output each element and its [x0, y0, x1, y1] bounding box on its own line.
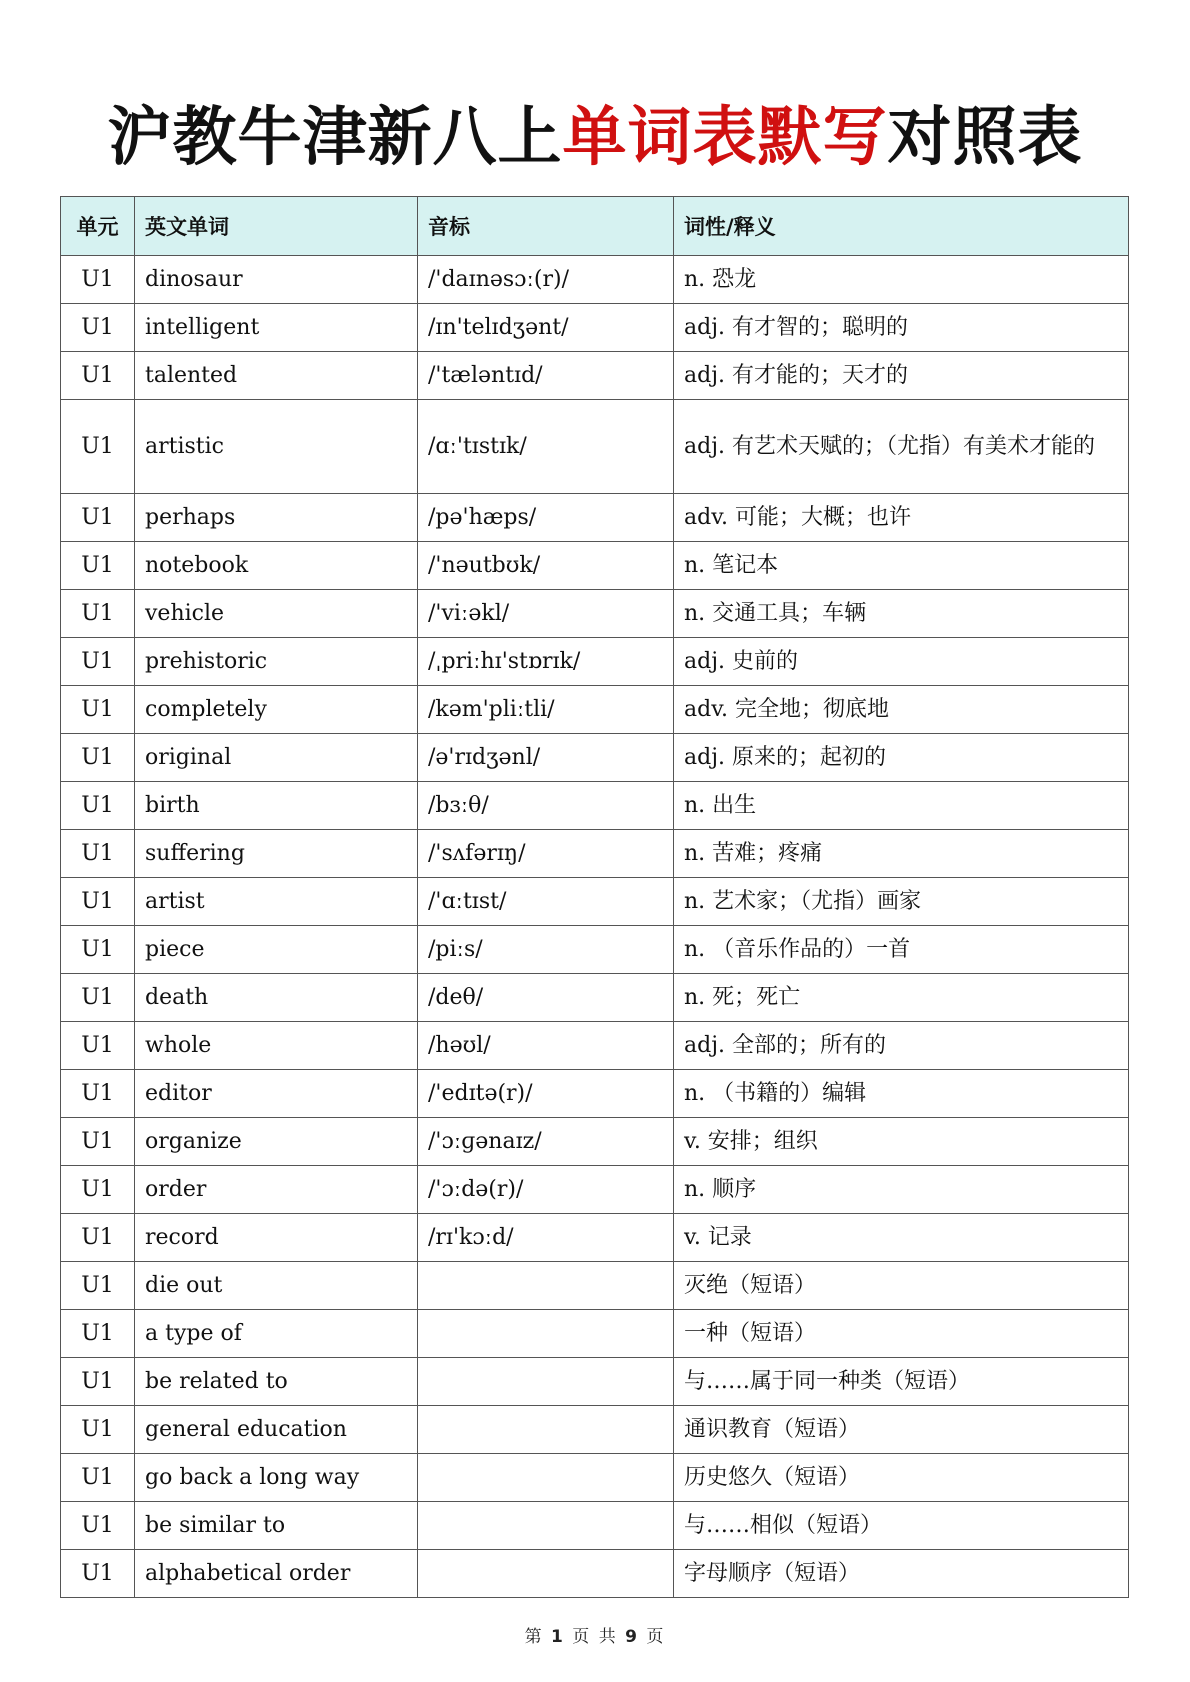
cell-unit: U1: [61, 1214, 135, 1262]
cell-phonetic: /ˌpriːhɪ'stɒrɪk/: [418, 638, 674, 686]
cell-phonetic: [418, 1358, 674, 1406]
table-row: [61, 400, 1129, 494]
cell-word: artistic: [135, 400, 418, 494]
cell-word: talented: [135, 352, 418, 400]
cell-meaning: 字母顺序（短语）: [674, 1550, 1129, 1598]
table-row: [61, 1550, 1129, 1598]
cell-phonetic: [418, 1262, 674, 1310]
table-row: [61, 256, 1129, 304]
cell-unit: U1: [61, 590, 135, 638]
cell-unit: U1: [61, 926, 135, 974]
cell-phonetic: [418, 1310, 674, 1358]
cell-unit: U1: [61, 256, 135, 304]
cell-unit: U1: [61, 782, 135, 830]
header-phonetic: 音标: [418, 197, 674, 256]
cell-phonetic: /deθ/: [418, 974, 674, 1022]
cell-meaning: n. 恐龙: [674, 256, 1129, 304]
table-row: [61, 1070, 1129, 1118]
cell-unit: U1: [61, 542, 135, 590]
cell-word: organize: [135, 1118, 418, 1166]
cell-phonetic: /'viːəkl/: [418, 590, 674, 638]
cell-phonetic: /'tæləntɪd/: [418, 352, 674, 400]
page-title: [0, 96, 1190, 180]
cell-phonetic: /ɪn'telɪdʒənt/: [418, 304, 674, 352]
cell-unit: U1: [61, 686, 135, 734]
footer-middle: 页 共: [572, 1627, 618, 1647]
cell-phonetic: /piːs/: [418, 926, 674, 974]
cell-meaning: 与……相似（短语）: [674, 1502, 1129, 1550]
footer-total-pages: 9: [625, 1627, 639, 1647]
cell-unit: U1: [61, 1550, 135, 1598]
cell-unit: U1: [61, 638, 135, 686]
cell-phonetic: /'ɑːtɪst/: [418, 878, 674, 926]
table-row: [61, 542, 1129, 590]
cell-unit: U1: [61, 400, 135, 494]
cell-phonetic: /kəm'pliːtli/: [418, 686, 674, 734]
cell-meaning: 通识教育（短语）: [674, 1406, 1129, 1454]
table-row: [61, 1262, 1129, 1310]
cell-word: be related to: [135, 1358, 418, 1406]
cell-phonetic: /ɑː'tɪstɪk/: [418, 400, 674, 494]
header-meaning: 词性/释义: [674, 197, 1129, 256]
cell-phonetic: /bɜːθ/: [418, 782, 674, 830]
table-row: [61, 1022, 1129, 1070]
cell-word: suffering: [135, 830, 418, 878]
cell-word: order: [135, 1166, 418, 1214]
cell-word: intelligent: [135, 304, 418, 352]
table-row: [61, 734, 1129, 782]
table-row: [61, 926, 1129, 974]
table-row: [61, 352, 1129, 400]
cell-unit: U1: [61, 1310, 135, 1358]
table-row: [61, 830, 1129, 878]
table-row: [61, 304, 1129, 352]
cell-meaning: adj. 原来的；起初的: [674, 734, 1129, 782]
cell-unit: U1: [61, 1454, 135, 1502]
cell-word: original: [135, 734, 418, 782]
cell-word: piece: [135, 926, 418, 974]
cell-phonetic: /ə'rɪdʒənl/: [418, 734, 674, 782]
cell-unit: U1: [61, 1022, 135, 1070]
table-row: [61, 782, 1129, 830]
cell-meaning: adv. 完全地；彻底地: [674, 686, 1129, 734]
cell-phonetic: /'ɔːɡənaɪz/: [418, 1118, 674, 1166]
table-row: [61, 686, 1129, 734]
table-row: [61, 1502, 1129, 1550]
cell-unit: U1: [61, 1502, 135, 1550]
table-row: [61, 1118, 1129, 1166]
cell-phonetic: /'ɔːdə(r)/: [418, 1166, 674, 1214]
cell-phonetic: /rɪ'kɔːd/: [418, 1214, 674, 1262]
cell-meaning: n. 艺术家；（尤指）画家: [674, 878, 1129, 926]
cell-phonetic: /'sʌfərɪŋ/: [418, 830, 674, 878]
cell-meaning: n. 笔记本: [674, 542, 1129, 590]
header-word: 英文单词: [135, 197, 418, 256]
cell-meaning: adv. 可能；大概；也许: [674, 494, 1129, 542]
cell-meaning: n. （书籍的）编辑: [674, 1070, 1129, 1118]
table-row: [61, 1310, 1129, 1358]
cell-phonetic: /pə'hæps/: [418, 494, 674, 542]
table-row: [61, 590, 1129, 638]
cell-meaning: n. 交通工具；车辆: [674, 590, 1129, 638]
table-row: [61, 1454, 1129, 1502]
cell-meaning: v. 安排；组织: [674, 1118, 1129, 1166]
cell-word: completely: [135, 686, 418, 734]
cell-word: go back a long way: [135, 1454, 418, 1502]
cell-word: vehicle: [135, 590, 418, 638]
page-footer: [0, 1622, 1190, 1647]
cell-word: a type of: [135, 1310, 418, 1358]
cell-meaning: adj. 有才智的；聪明的: [674, 304, 1129, 352]
vocabulary-table: [60, 196, 1129, 1598]
cell-word: record: [135, 1214, 418, 1262]
table-row: [61, 974, 1129, 1022]
cell-meaning: adj. 有才能的；天才的: [674, 352, 1129, 400]
title-part-3: 对照表: [887, 101, 1083, 175]
cell-phonetic: /'nəutbʊk/: [418, 542, 674, 590]
cell-unit: U1: [61, 734, 135, 782]
footer-suffix: 页: [646, 1627, 666, 1647]
cell-phonetic: /həʊl/: [418, 1022, 674, 1070]
cell-word: die out: [135, 1262, 418, 1310]
cell-word: alphabetical order: [135, 1550, 418, 1598]
cell-word: dinosaur: [135, 256, 418, 304]
footer-page-number: 1: [551, 1627, 565, 1647]
cell-phonetic: [418, 1454, 674, 1502]
cell-unit: U1: [61, 974, 135, 1022]
table-row: [61, 878, 1129, 926]
cell-word: death: [135, 974, 418, 1022]
cell-unit: U1: [61, 304, 135, 352]
cell-unit: U1: [61, 1262, 135, 1310]
title-part-1: 沪教牛津新八上: [107, 101, 563, 175]
cell-meaning: adj. 有艺术天赋的；（尤指）有美术才能的: [674, 400, 1129, 494]
cell-phonetic: [418, 1502, 674, 1550]
cell-unit: U1: [61, 1166, 135, 1214]
cell-unit: U1: [61, 1070, 135, 1118]
cell-unit: U1: [61, 830, 135, 878]
cell-meaning: n. 出生: [674, 782, 1129, 830]
cell-meaning: n. 顺序: [674, 1166, 1129, 1214]
cell-unit: U1: [61, 352, 135, 400]
table-row: [61, 1166, 1129, 1214]
cell-unit: U1: [61, 878, 135, 926]
cell-meaning: 历史悠久（短语）: [674, 1454, 1129, 1502]
table-row: [61, 1406, 1129, 1454]
cell-meaning: v. 记录: [674, 1214, 1129, 1262]
cell-word: whole: [135, 1022, 418, 1070]
cell-unit: U1: [61, 1406, 135, 1454]
cell-meaning: adj. 全部的；所有的: [674, 1022, 1129, 1070]
cell-meaning: n. 苦难；疼痛: [674, 830, 1129, 878]
cell-word: editor: [135, 1070, 418, 1118]
cell-meaning: 灭绝（短语）: [674, 1262, 1129, 1310]
table-header-row: [61, 197, 1129, 256]
cell-word: general education: [135, 1406, 418, 1454]
table-row: [61, 494, 1129, 542]
cell-word: prehistoric: [135, 638, 418, 686]
cell-meaning: adj. 史前的: [674, 638, 1129, 686]
header-unit: 单元: [61, 197, 135, 256]
cell-word: notebook: [135, 542, 418, 590]
cell-unit: U1: [61, 1118, 135, 1166]
cell-phonetic: /'daɪnəsɔː(r)/: [418, 256, 674, 304]
cell-meaning: 一种（短语）: [674, 1310, 1129, 1358]
cell-word: be similar to: [135, 1502, 418, 1550]
cell-meaning: n. 死；死亡: [674, 974, 1129, 1022]
table-row: [61, 638, 1129, 686]
title-part-2-highlight: 单词表默写: [562, 101, 888, 175]
cell-unit: U1: [61, 494, 135, 542]
cell-phonetic: /'edɪtə(r)/: [418, 1070, 674, 1118]
cell-phonetic: [418, 1550, 674, 1598]
cell-word: artist: [135, 878, 418, 926]
footer-prefix: 第: [524, 1627, 544, 1647]
cell-word: birth: [135, 782, 418, 830]
cell-unit: U1: [61, 1358, 135, 1406]
table-row: [61, 1214, 1129, 1262]
cell-meaning: n. （音乐作品的）一首: [674, 926, 1129, 974]
table-row: [61, 1358, 1129, 1406]
cell-phonetic: [418, 1406, 674, 1454]
cell-meaning: 与……属于同一种类（短语）: [674, 1358, 1129, 1406]
cell-word: perhaps: [135, 494, 418, 542]
table-body: [61, 256, 1129, 1598]
